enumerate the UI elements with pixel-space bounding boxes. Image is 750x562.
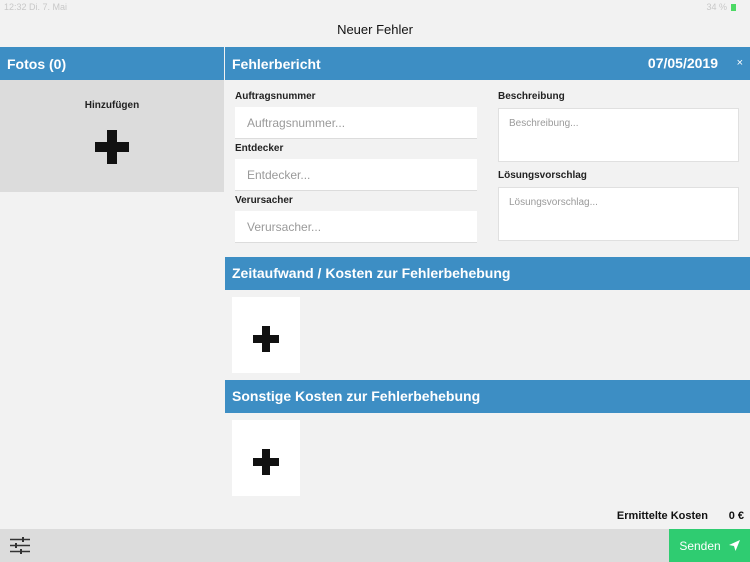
discoverer-input[interactable] bbox=[235, 159, 477, 191]
add-photo-label: Hinzufügen bbox=[84, 100, 140, 111]
status-right bbox=[706, 2, 736, 12]
add-photo-button[interactable] bbox=[0, 80, 224, 192]
description-textarea[interactable] bbox=[498, 108, 739, 162]
plus-icon bbox=[253, 326, 279, 352]
causer-label: Verursacher bbox=[235, 195, 293, 206]
plus-icon bbox=[253, 449, 279, 475]
description-label: Beschreibung bbox=[498, 91, 565, 102]
send-button-label: Senden bbox=[679, 538, 721, 553]
photos-header bbox=[0, 47, 224, 80]
total-costs-value: 0 € bbox=[728, 510, 744, 522]
battery-percent: 34 % bbox=[706, 2, 727, 12]
add-other-cost-button[interactable] bbox=[232, 420, 300, 496]
report-header bbox=[225, 47, 750, 80]
settings-sliders-icon[interactable] bbox=[10, 537, 30, 554]
report-header-label: Fehlerbericht bbox=[232, 55, 321, 72]
causer-input[interactable] bbox=[235, 211, 477, 243]
battery-icon bbox=[731, 4, 736, 11]
add-time-cost-button[interactable] bbox=[232, 297, 300, 373]
discoverer-label: Entdecker bbox=[235, 143, 284, 154]
report-date: 07/05/2019 bbox=[647, 55, 718, 71]
solution-label: Lösungsvorschlag bbox=[498, 170, 587, 181]
time-costs-header: Zeitaufwand / Kosten zur Fehlerbehebung bbox=[225, 257, 750, 290]
status-bar bbox=[0, 0, 750, 14]
photos-header-label: Fotos (0) bbox=[7, 55, 67, 72]
close-icon[interactable]: × bbox=[736, 57, 743, 69]
other-costs-header: Sonstige Kosten zur Fehlerbehebung bbox=[225, 380, 750, 413]
solution-textarea[interactable] bbox=[498, 187, 739, 241]
page-title: Neuer Fehler bbox=[337, 22, 413, 37]
plus-icon bbox=[95, 130, 129, 164]
send-plane-icon bbox=[729, 540, 740, 551]
order-number-label: Auftragsnummer bbox=[235, 91, 316, 102]
total-costs-label: Ermittelte Kosten bbox=[616, 510, 708, 522]
status-time-date: 12:32 Di. 7. Mai bbox=[4, 2, 68, 12]
send-button[interactable] bbox=[669, 529, 750, 562]
bottom-toolbar bbox=[0, 529, 750, 562]
order-number-input[interactable] bbox=[235, 107, 477, 139]
